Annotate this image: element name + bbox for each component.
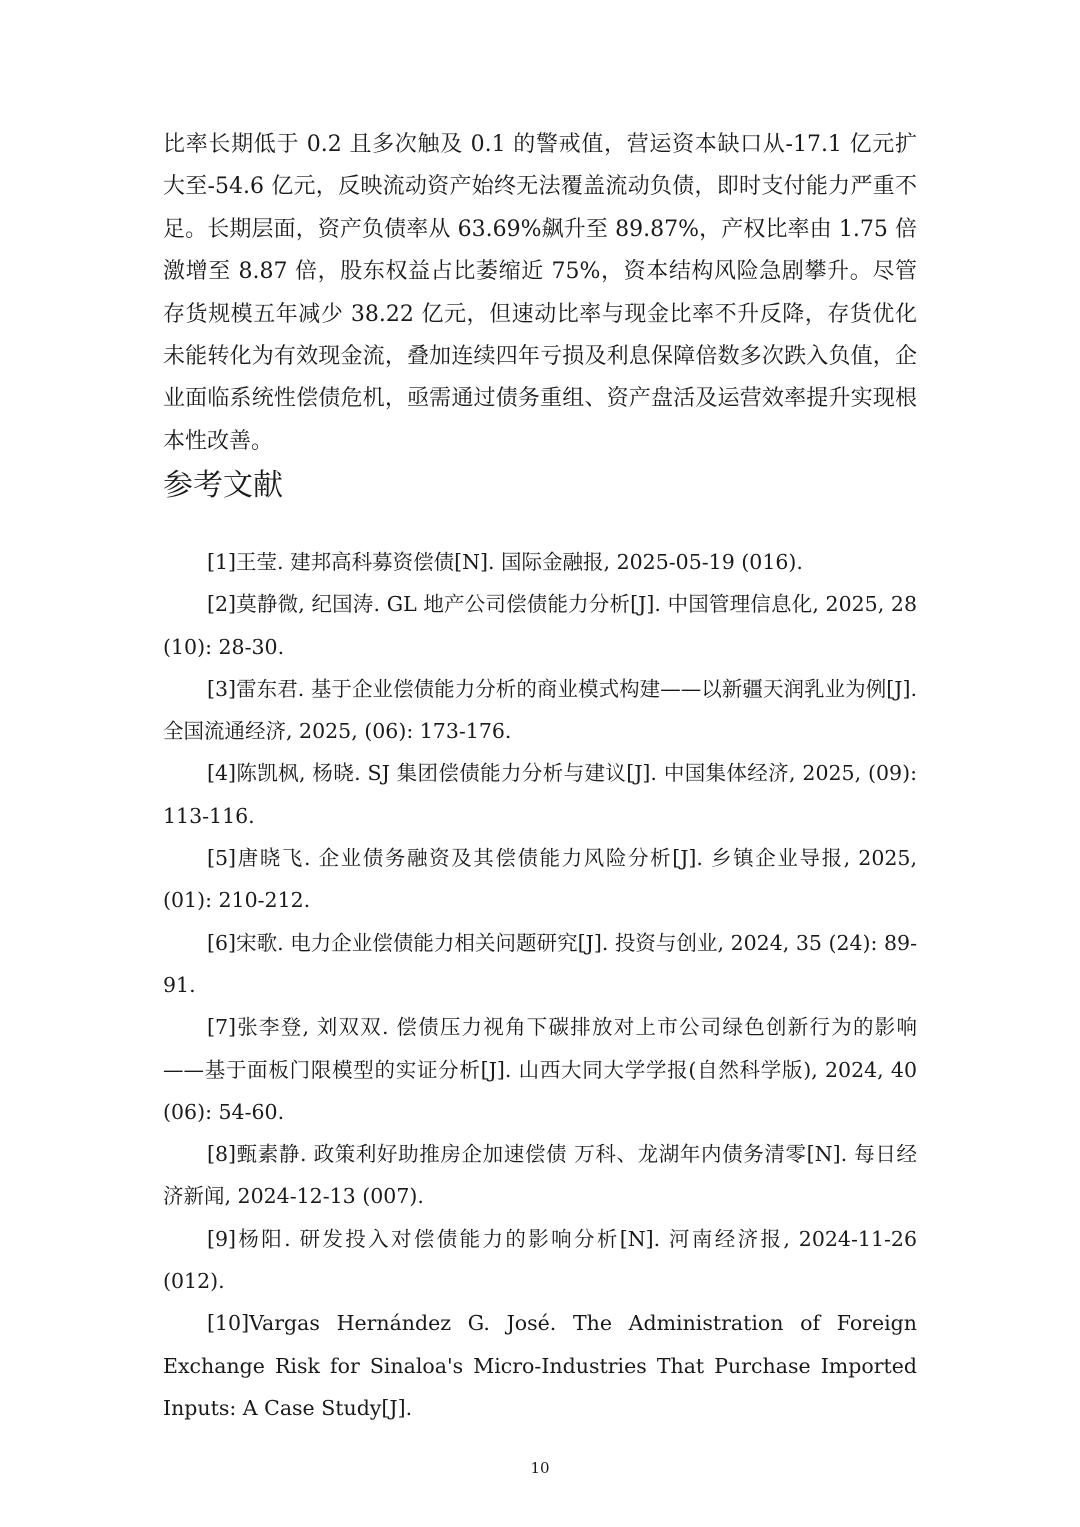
reference-item: [6]宋歌. 电力企业偿债能力相关问题研究[J]. 投资与创业, 2024, 35 (24): 89-91. bbox=[163, 930, 917, 997]
reference-item: [9]杨阳. 研发投入对偿债能力的影响分析[N]. 河南经济报, 2024-11-26 (012). bbox=[163, 1226, 917, 1294]
reference-item: [7]张李登, 刘双双. 偿债压力视角下碳排放对上市公司绿色创新行为的影响——基于面板门限模型的实证分析[J]. 山西大同大学学报(自然科学版), 2024, 40 (06): 54-60. bbox=[163, 1015, 917, 1124]
page-number: 10 bbox=[530, 1459, 550, 1477]
reference-item: [1]王莹. 建邦高科募资偿债[N]. 国际金融报, 2025-05-19 (016). bbox=[207, 550, 803, 574]
reference-item: [2]莫静微, 纪国涛. GL 地产公司偿债能力分析[J]. 中国管理信息化, 2025, 28 (10): 28-30. bbox=[163, 592, 917, 659]
body-paragraph: 比率长期低于 0.2 且多次触及 0.1 的警戒值，营运资本缺口从-17.1 亿元扩大至-54.6 亿元，反映流动资产始终无法覆盖流动负债，即时支付能力严重不足。长期层面，资产负债率从 63.69%飙升至 89.87%，产权比率由 1.75 倍激增至 8.87 倍，股东权益占比萎缩近 75%，资本结构风险急剧攀升。尽管存货规模五年减少 38.22 亿元，但速动比率与现金比率不升反降，存货优化未能转化为有效现金流，叠加连续四年亏损及利息保障倍数多次跌入负值，企业面临系统性偿债危机，亟需通过债务重组、资产盘活及运营效率提升实现根本性改善。 bbox=[163, 132, 917, 454]
reference-item: [5]唐晓飞. 企业债务融资及其偿债能力风险分析[J]. 乡镇企业导报, 2025, (01): 210-212. bbox=[163, 846, 917, 913]
reference-list bbox=[163, 541, 917, 1429]
reference-item: [3]雷东君. 基于企业偿债能力分析的商业模式构建——以新疆天润乳业为例[J]. 全国流通经济, 2025, (06): 173-176. bbox=[163, 676, 917, 744]
reference-item: [10]Vargas Hernández G. José. The Administration of Foreign Exchange Risk for Sinaloa's Micro-Industries That Purchase Imported Inputs: A Case Study[J]. bbox=[163, 1311, 917, 1420]
reference-item: [8]甄素静. 政策利好助推房企加速偿债 万科、龙湖年内债务清零[N]. 每日经济新闻, 2024-12-13 (007). bbox=[163, 1142, 917, 1209]
references-heading: 参考文献 bbox=[163, 468, 283, 503]
reference-item: [4]陈凯枫, 杨晓. SJ 集团偿债能力分析与建议[J]. 中国集体经济, 2025, (09): 113-116. bbox=[163, 761, 917, 828]
